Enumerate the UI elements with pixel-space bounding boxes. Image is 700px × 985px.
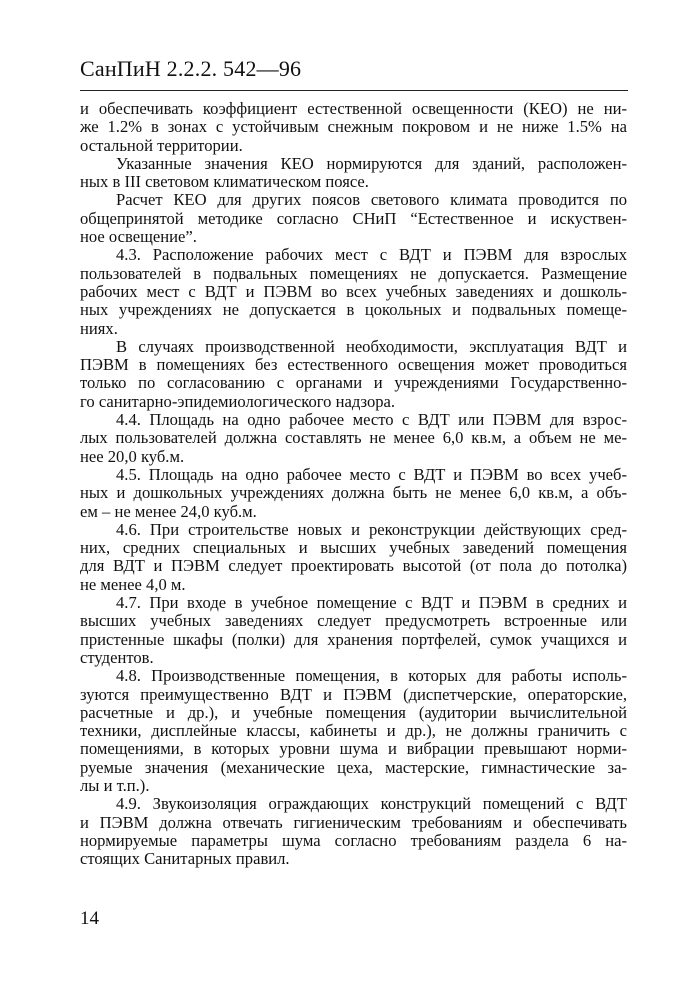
text-line: помещениями, в которых уровни шума и вибрации превышают норми-	[80, 739, 627, 759]
text-line: пользователей в подвальных помещениях не допускается. Размещение	[80, 263, 627, 283]
text-line: ных в III световом климатическом поясе.	[80, 172, 369, 192]
paragraph	[80, 155, 627, 192]
text-line: ем – не менее 24,0 куб.м.	[80, 501, 257, 521]
text-line: ниях.	[80, 318, 118, 338]
text-line: В случаях производственной необходимости, эксплуатация ВДТ и	[116, 336, 627, 356]
text-line: Расчет КЕО для других поясов светового климата проводится по	[116, 190, 627, 210]
header-rule	[80, 90, 628, 91]
text-line: общепринятой методике согласно СНиП “Естественное и искуствен-	[80, 208, 627, 228]
text-line: Указанные значения КЕО нормируются для зданий, расположен-	[116, 153, 627, 173]
paragraph	[80, 100, 627, 155]
document-body	[80, 100, 627, 868]
text-line: не менее 4,0 м.	[80, 574, 186, 594]
text-line: 4.3. Расположение рабочих мест с ВДТ и ПЭВМ для взрослых	[116, 245, 627, 265]
paragraph	[80, 795, 627, 868]
paragraph	[80, 338, 627, 411]
text-line: 4.7. При входе в учебное помещение с ВДТ и ПЭВМ в средних и	[116, 593, 627, 613]
text-line: стоящих Санитарных правил.	[80, 849, 290, 869]
text-line: пристенные шкафы (полки) для хранения портфелей, сумок учащихся и	[80, 629, 627, 649]
text-line: ное освещение”.	[80, 227, 197, 247]
text-line: рабочих мест с ВДТ и ПЭВМ во всех учебных заведениях и дошколь-	[80, 281, 627, 301]
paragraph	[80, 667, 627, 795]
text-line: для ВДТ и ПЭВМ следует проектировать высотой (от пола до потолка)	[80, 556, 627, 576]
text-line: лых пользователей должна составлять не менее 6,0 кв.м, а объем не ме-	[80, 428, 627, 448]
paragraph	[80, 191, 627, 246]
text-line: и ПЭВМ должна отвечать гигиеническим требованиям и обеспечивать	[80, 812, 627, 832]
text-line: зуются преимущественно ВДТ и ПЭВМ (диспетчерские, операторские,	[80, 684, 627, 704]
text-line: ных учреждениях не допускается в цокольных и подвальных помеще-	[80, 300, 627, 320]
text-line: ПЭВМ в помещениях без естественного освещения может проводиться	[80, 355, 627, 375]
text-line: ных и дошкольных учреждениях должна быть не менее 6,0 кв.м, а объ-	[80, 483, 627, 503]
text-line: расчетные и др.), и учебные помещения (аудитории вычислительной	[80, 702, 627, 722]
text-line: техники, дисплейные классы, кабинеты и др.), не должны граничить с	[80, 721, 627, 741]
text-line: го санитарно-эпидемиологического надзора.	[80, 391, 396, 411]
text-line: 4.4. Площадь на одно рабочее место с ВДТ или ПЭВМ для взрос-	[116, 410, 627, 430]
text-line: 4.8. Производственные помещения, в которых для работы исполь-	[116, 666, 627, 686]
paragraph	[80, 246, 627, 337]
text-line: нормируемые параметры шума согласно требованиям раздела 6 на-	[80, 830, 627, 850]
page-number: 14	[80, 908, 99, 929]
text-line: только по согласованию с органами и учреждениями Государственно-	[80, 373, 627, 393]
text-line: и обеспечивать коэффициент естественной освещенности (КЕО) не ни-	[80, 99, 627, 118]
text-line: студентов.	[80, 647, 154, 667]
running-header: СанПиН 2.2.2. 542—96	[80, 56, 302, 81]
text-line: высших учебных заведениях следует предусмотреть встроенные или	[80, 611, 627, 631]
text-line: лы и т.п.).	[80, 775, 150, 795]
paragraph	[80, 594, 627, 667]
text-line: 4.6. При строительстве новых и реконструкции действующих сред-	[116, 519, 627, 539]
text-line: них, средних специальных и высших учебных заведений помещения	[80, 538, 627, 558]
text-line: остальной территории.	[80, 135, 243, 155]
paragraph	[80, 466, 627, 521]
text-line: же 1.2% в зонах с устойчивым снежным покровом и не ниже 1.5% на	[80, 117, 627, 137]
text-line: руемые значения (механические цеха, мастерские, гимнастические за-	[80, 757, 627, 777]
text-line: 4.9. Звукоизоляция ограждающих конструкций помещений с ВДТ	[116, 794, 627, 814]
paragraph	[80, 521, 627, 594]
text-line: нее 20,0 куб.м.	[80, 446, 185, 466]
paragraph	[80, 411, 627, 466]
text-line: 4.5. Площадь на одно рабочее место с ВДТ и ПЭВМ во всех учеб-	[116, 464, 627, 484]
